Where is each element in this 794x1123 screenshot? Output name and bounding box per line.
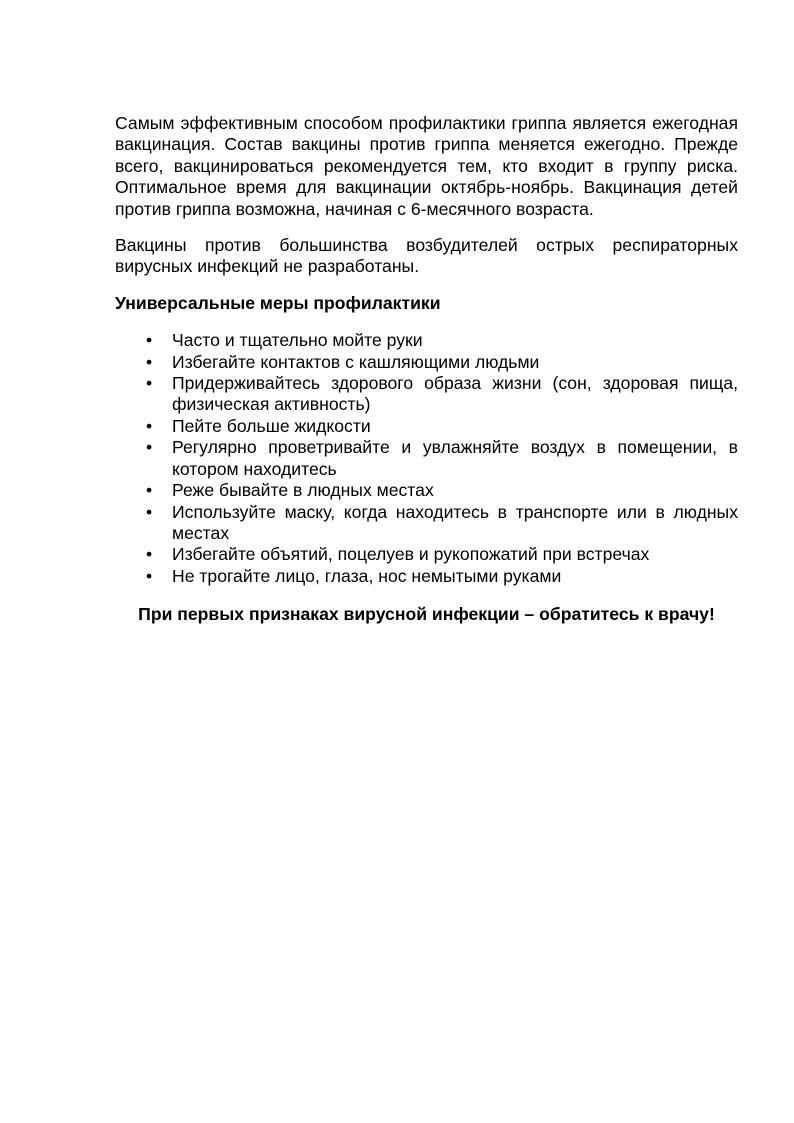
bullet-icon: • bbox=[146, 480, 153, 501]
list-item-text: Избегайте контактов с кашляющими людьми bbox=[172, 351, 540, 372]
prevention-list bbox=[115, 330, 738, 587]
list-item bbox=[115, 437, 738, 480]
bullet-icon: • bbox=[146, 330, 153, 351]
list-item bbox=[115, 330, 738, 351]
list-item bbox=[115, 544, 738, 565]
list-item bbox=[115, 502, 738, 545]
bullet-icon: • bbox=[146, 373, 153, 394]
list-item-text: Используйте маску, когда находитесь в транспорте или в людных местах bbox=[172, 501, 738, 543]
list-item bbox=[115, 373, 738, 416]
document-page bbox=[115, 113, 738, 626]
list-item bbox=[115, 480, 738, 501]
list-item-text: Реже бывайте в людных местах bbox=[172, 480, 434, 501]
bullet-icon: • bbox=[146, 501, 153, 522]
list-item-text: Придерживайтесь здорового образа жизни (сон, здоровая пища, физическая активность) bbox=[172, 373, 738, 415]
bullet-icon: • bbox=[146, 415, 153, 436]
bullet-icon: • bbox=[146, 565, 153, 586]
list-item-text: Часто и тщательно мойте руки bbox=[172, 330, 423, 351]
list-item-text: Пейте больше жидкости bbox=[172, 415, 371, 436]
closing-advice: При первых признаках вирусной инфекции – обратитесь к врачу! bbox=[138, 604, 715, 625]
bullet-icon: • bbox=[146, 351, 153, 372]
list-item-text: Избегайте объятий, поцелуев и рукопожатий при встречах bbox=[172, 544, 650, 565]
list-item bbox=[115, 352, 738, 373]
bullet-icon: • bbox=[146, 437, 153, 458]
list-item-text: Не трогайте лицо, глаза, нос немытыми руками bbox=[172, 565, 562, 586]
section-heading: Универсальные меры профилактики bbox=[115, 292, 441, 313]
list-item bbox=[115, 566, 738, 587]
paragraph-no-vaccines: Вакцины против большинства возбудителей острых респираторных вирусных инфекций не разработаны. bbox=[115, 235, 738, 277]
list-item bbox=[115, 416, 738, 437]
list-item-text: Регулярно проветривайте и увлажняйте воздух в помещении, в котором находитесь bbox=[172, 437, 738, 479]
paragraph-vaccination: Самым эффективным способом профилактики гриппа является ежегодная вакцинация. Состав вакцины против гриппа меняется ежегодно. Прежде всего, вакцинироваться рекомендуется тем, кто входит в группу риска. Оптимальное время для вакцинации октябрь-ноябрь. Вакцинация детей против гриппа возможна, начиная с 6-месячного возраста. bbox=[115, 113, 738, 219]
bullet-icon: • bbox=[146, 544, 153, 565]
